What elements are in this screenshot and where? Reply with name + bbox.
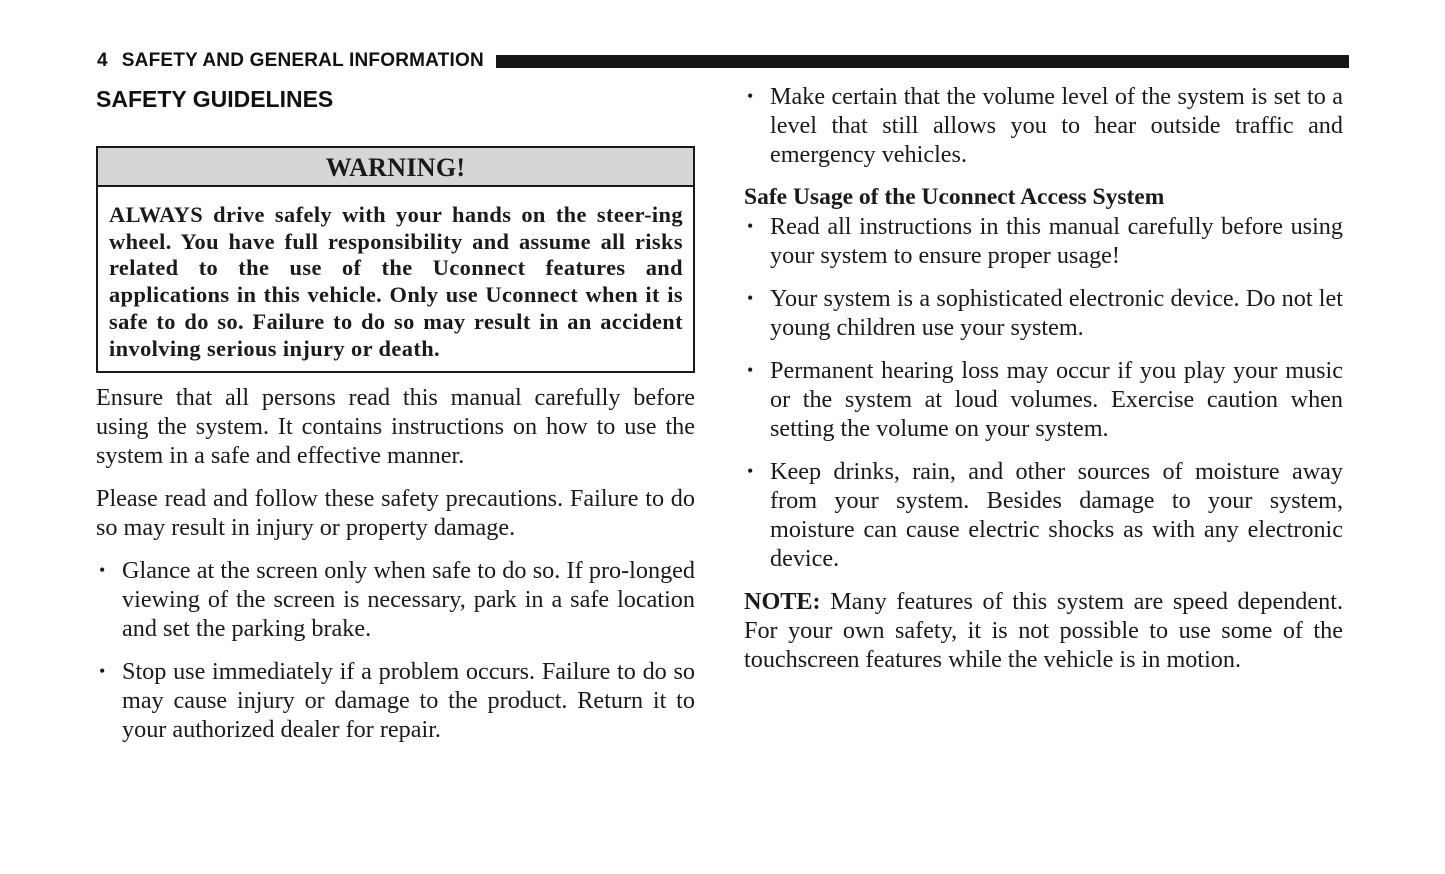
bullet-icon: • (747, 86, 754, 106)
page-number: 4 (97, 50, 108, 71)
list-item-text: Permanent hearing loss may occur if you play your music or the system at loud volumes. Exercise caution when setting the volume on your system. (770, 357, 1343, 442)
intro-paragraph: Ensure that all persons read this manual carefully before using the system. It contains instructions on how to use the system in a safe and effective manner. (96, 384, 695, 470)
list-item (96, 556, 695, 643)
right-bullet-list (744, 212, 1343, 573)
list-item (96, 657, 695, 744)
list-item-text: Make certain that the volume level of the system is set to a level that still allows you to hear outside traffic and emergency vehicles. (770, 83, 1343, 168)
bullet-icon: • (747, 360, 754, 380)
bullet-icon: • (747, 461, 754, 481)
list-item (744, 284, 1343, 342)
bullet-icon: • (99, 661, 106, 682)
left-bullet-list (96, 556, 695, 744)
right-column (744, 82, 1343, 674)
precautions-paragraph: Please read and follow these safety precautions. Failure to do so may result in injury or property damage. (96, 485, 695, 542)
warning-heading: WARNING! (98, 148, 693, 187)
list-item-text: Stop use immediately if a problem occurs. Failure to do so may cause injury or damage to the product. Return it to your authorized dealer for repair. (122, 658, 695, 744)
left-column (96, 82, 695, 744)
bullet-icon: • (99, 560, 106, 581)
subheading: Safe Usage of the Uconnect Access System (744, 184, 1165, 210)
list-item (744, 457, 1343, 573)
warning-text: ALWAYS drive safely with your hands on the steer-ing wheel. You have full responsibility and assume all risks related to the use of the Uconnect features and applications in this vehicle. Only use Uconnect when it is safe to do so. Failure to do so may result in an accident involving serious injury or death. (109, 202, 683, 361)
bullet-icon: • (747, 288, 754, 308)
bullet-icon: • (747, 216, 754, 236)
right-top-bullet-list (744, 82, 1343, 169)
list-item-text: Glance at the screen only when safe to do so. If pro-longed viewing of the screen is necessary, park in a safe location and set the parking brake. (122, 557, 695, 643)
list-item-text: Read all instructions in this manual carefully before using your system to ensure proper usage! (770, 213, 1343, 269)
list-item (744, 212, 1343, 270)
list-item (744, 356, 1343, 443)
section-title: SAFETY GUIDELINES (96, 86, 334, 112)
header-rule (496, 55, 1349, 68)
list-item-text: Keep drinks, rain, and other sources of moisture away from your system. Besides damage to your system, moisture can cause electric shocks as with any electronic device. (770, 458, 1343, 572)
list-item-text: Your system is a sophisticated electronic device. Do not let young children use your system. (770, 285, 1343, 341)
note-text: Many features of this system are speed dependent. For your own safety, it is not possible to use some of the touchscreen features while the vehicle is in motion. (744, 588, 1343, 673)
note-label: NOTE: (744, 588, 821, 615)
list-item (744, 82, 1343, 169)
warning-box (96, 146, 695, 373)
note-paragraph (744, 587, 1343, 674)
page-header (97, 49, 1349, 73)
chapter-title: SAFETY AND GENERAL INFORMATION (121, 50, 484, 71)
